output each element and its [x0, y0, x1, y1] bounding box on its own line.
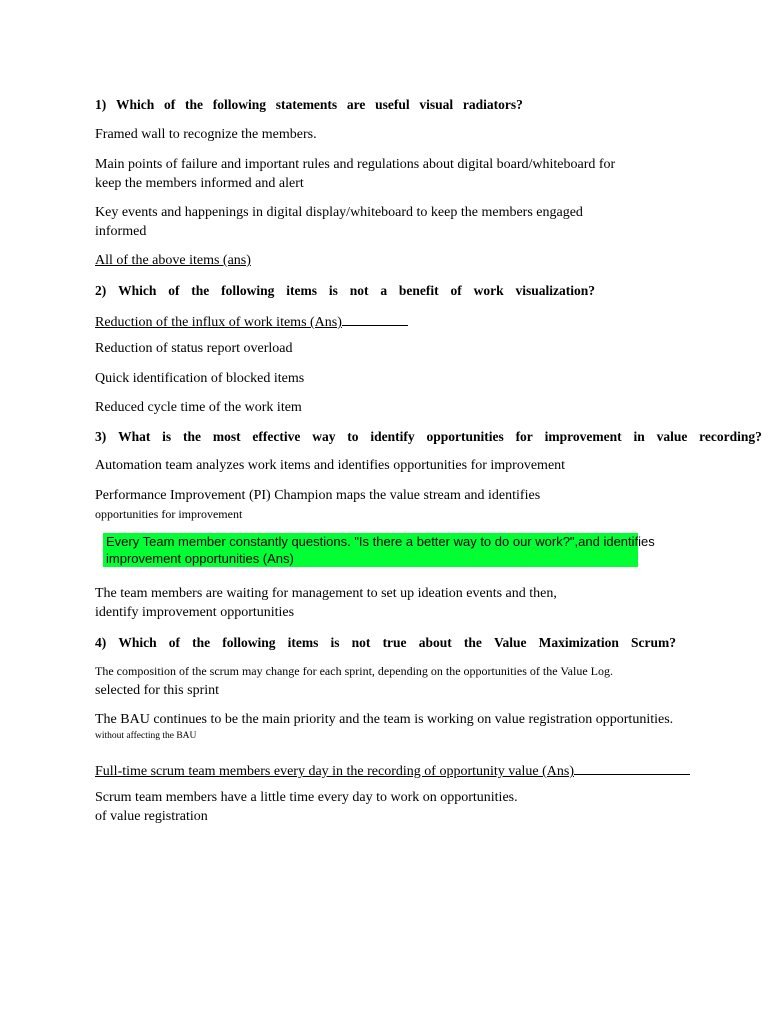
q2-heading-word: following	[221, 283, 275, 298]
q4-heading-word: about	[418, 635, 452, 650]
q2-heading-word: 2)	[95, 283, 107, 298]
q2-answer-underline	[342, 313, 408, 326]
q4-option-1-line-2: selected for this sprint	[95, 683, 220, 698]
q4-answer	[95, 762, 690, 779]
q1-answer: All of the above items (ans)	[95, 253, 251, 268]
q4-option-4-line-2: of value registration	[95, 809, 208, 824]
q4-heading-word: is	[330, 635, 340, 650]
q3-heading-word: to	[347, 429, 359, 444]
q4-heading-word: following	[222, 635, 276, 650]
q2-heading-word: of	[450, 283, 462, 298]
q1-heading-word: radiators?	[462, 97, 523, 112]
q4-heading-word: of	[168, 635, 181, 650]
q4-heading-word: not	[351, 635, 371, 650]
q4-heading-word: Maximization	[538, 635, 619, 650]
q4-option-1-line-1: The composition of the scrum may change for each sprint, depending on the opportunities of the Value Log.	[95, 664, 613, 678]
question-3	[95, 430, 762, 444]
q3-heading-word: effective	[252, 429, 301, 444]
q2-heading-word: work	[473, 283, 504, 298]
q3-heading-word: in	[633, 429, 645, 444]
q4-option-2-line-1: The BAU continues to be the main priority and the team is working on value registration opportunities.	[95, 712, 674, 727]
question-4	[95, 636, 676, 650]
q1-option-2-line-1: Main points of failure and important rules and regulations about digital board/whiteboard for	[95, 157, 616, 172]
q3-heading-word: improvement	[544, 429, 622, 444]
q4-option-2-line-2: without affecting the BAU	[95, 731, 197, 741]
q1-option-1: Framed wall to recognize the members.	[95, 127, 317, 142]
q3-heading-word: way	[312, 429, 336, 444]
q1-heading-word: 1)	[95, 97, 107, 112]
q3-heading-word: most	[212, 429, 241, 444]
q1-heading-word: following	[212, 97, 266, 112]
q1-option-3-line-1: Key events and happenings in digital display/whiteboard to keep the members engaged	[95, 205, 583, 220]
q3-option-2-line-2: opportunities for improvement	[95, 507, 243, 521]
q1-option-3-line-2: informed	[95, 224, 147, 239]
q3-heading-word: value	[656, 429, 688, 444]
q1-heading-word: visual	[419, 97, 454, 112]
q1-heading-word: useful	[375, 97, 410, 112]
q1-heading-word: of	[163, 97, 176, 112]
q3-heading-word: the	[183, 429, 202, 444]
question-1	[95, 98, 523, 112]
q2-option-3: Quick identification of blocked items	[95, 371, 305, 386]
q2-heading-word: items	[286, 283, 317, 298]
q4-heading-word: items	[287, 635, 319, 650]
q4-heading-word: the	[192, 635, 211, 650]
q3-heading-word: identify	[370, 429, 415, 444]
q1-option-2-line-2: keep the members informed and alert	[95, 176, 304, 191]
q3-option-1: Automation team analyzes work items and identifies opportunities for improvement	[95, 458, 566, 473]
q1-heading-word: the	[184, 97, 203, 112]
q1-heading-word: Which	[115, 97, 155, 112]
q2-heading-word: the	[191, 283, 210, 298]
q3-answer-line-1: Every Team member constantly questions. "Is there a better way to do our work?",and identifies	[106, 534, 655, 549]
q4-answer-underline	[574, 762, 690, 775]
q3-answer-highlight	[103, 533, 655, 567]
q3-heading-word: opportunities	[426, 429, 504, 444]
q2-heading-word: benefit	[398, 283, 439, 298]
q4-heading-word: 4)	[95, 635, 107, 650]
q4-answer-text: Full-time scrum team members every day in the recording of opportunity value (Ans)	[95, 764, 574, 779]
q2-heading-word: of	[168, 283, 180, 298]
q4-heading-word: Value	[493, 635, 527, 650]
question-2	[95, 284, 595, 298]
q3-option-2-line-1: Performance Improvement (PI) Champion maps the value stream and identifies	[95, 488, 541, 503]
q2-answer	[95, 313, 408, 330]
q2-heading-word: is	[328, 283, 338, 298]
q4-heading-word: true	[382, 635, 407, 650]
q4-heading-word: the	[463, 635, 482, 650]
q3-option-4-line-1: The team members are waiting for management to set up ideation events and then,	[95, 586, 557, 601]
q3-heading-word: recording?	[699, 429, 762, 444]
q4-option-4-line-1: Scrum team members have a little time every day to work on opportunities.	[95, 790, 518, 805]
q3-heading-word: 3)	[95, 429, 107, 444]
q2-heading-word: visualization?	[515, 283, 595, 298]
q3-heading-word: What	[118, 429, 151, 444]
q4-heading-word: Which	[118, 635, 157, 650]
q2-heading-word: not	[349, 283, 369, 298]
q2-answer-text: Reduction of the influx of work items (Ans)	[95, 315, 342, 330]
q2-heading-word: Which	[118, 283, 157, 298]
q2-option-2: Reduction of status report overload	[95, 341, 293, 356]
q1-heading-word: statements	[275, 97, 338, 112]
q3-heading-word: is	[162, 429, 172, 444]
q4-heading-word: Scrum?	[630, 635, 676, 650]
q1-heading-word: are	[346, 97, 366, 112]
q2-option-4: Reduced cycle time of the work item	[95, 400, 302, 415]
q3-heading-word: for	[515, 429, 533, 444]
q3-option-4-line-2: identify improvement opportunities	[95, 605, 295, 620]
q3-answer-line-2: improvement opportunities (Ans)	[106, 551, 294, 566]
q2-heading-word: a	[380, 283, 388, 298]
